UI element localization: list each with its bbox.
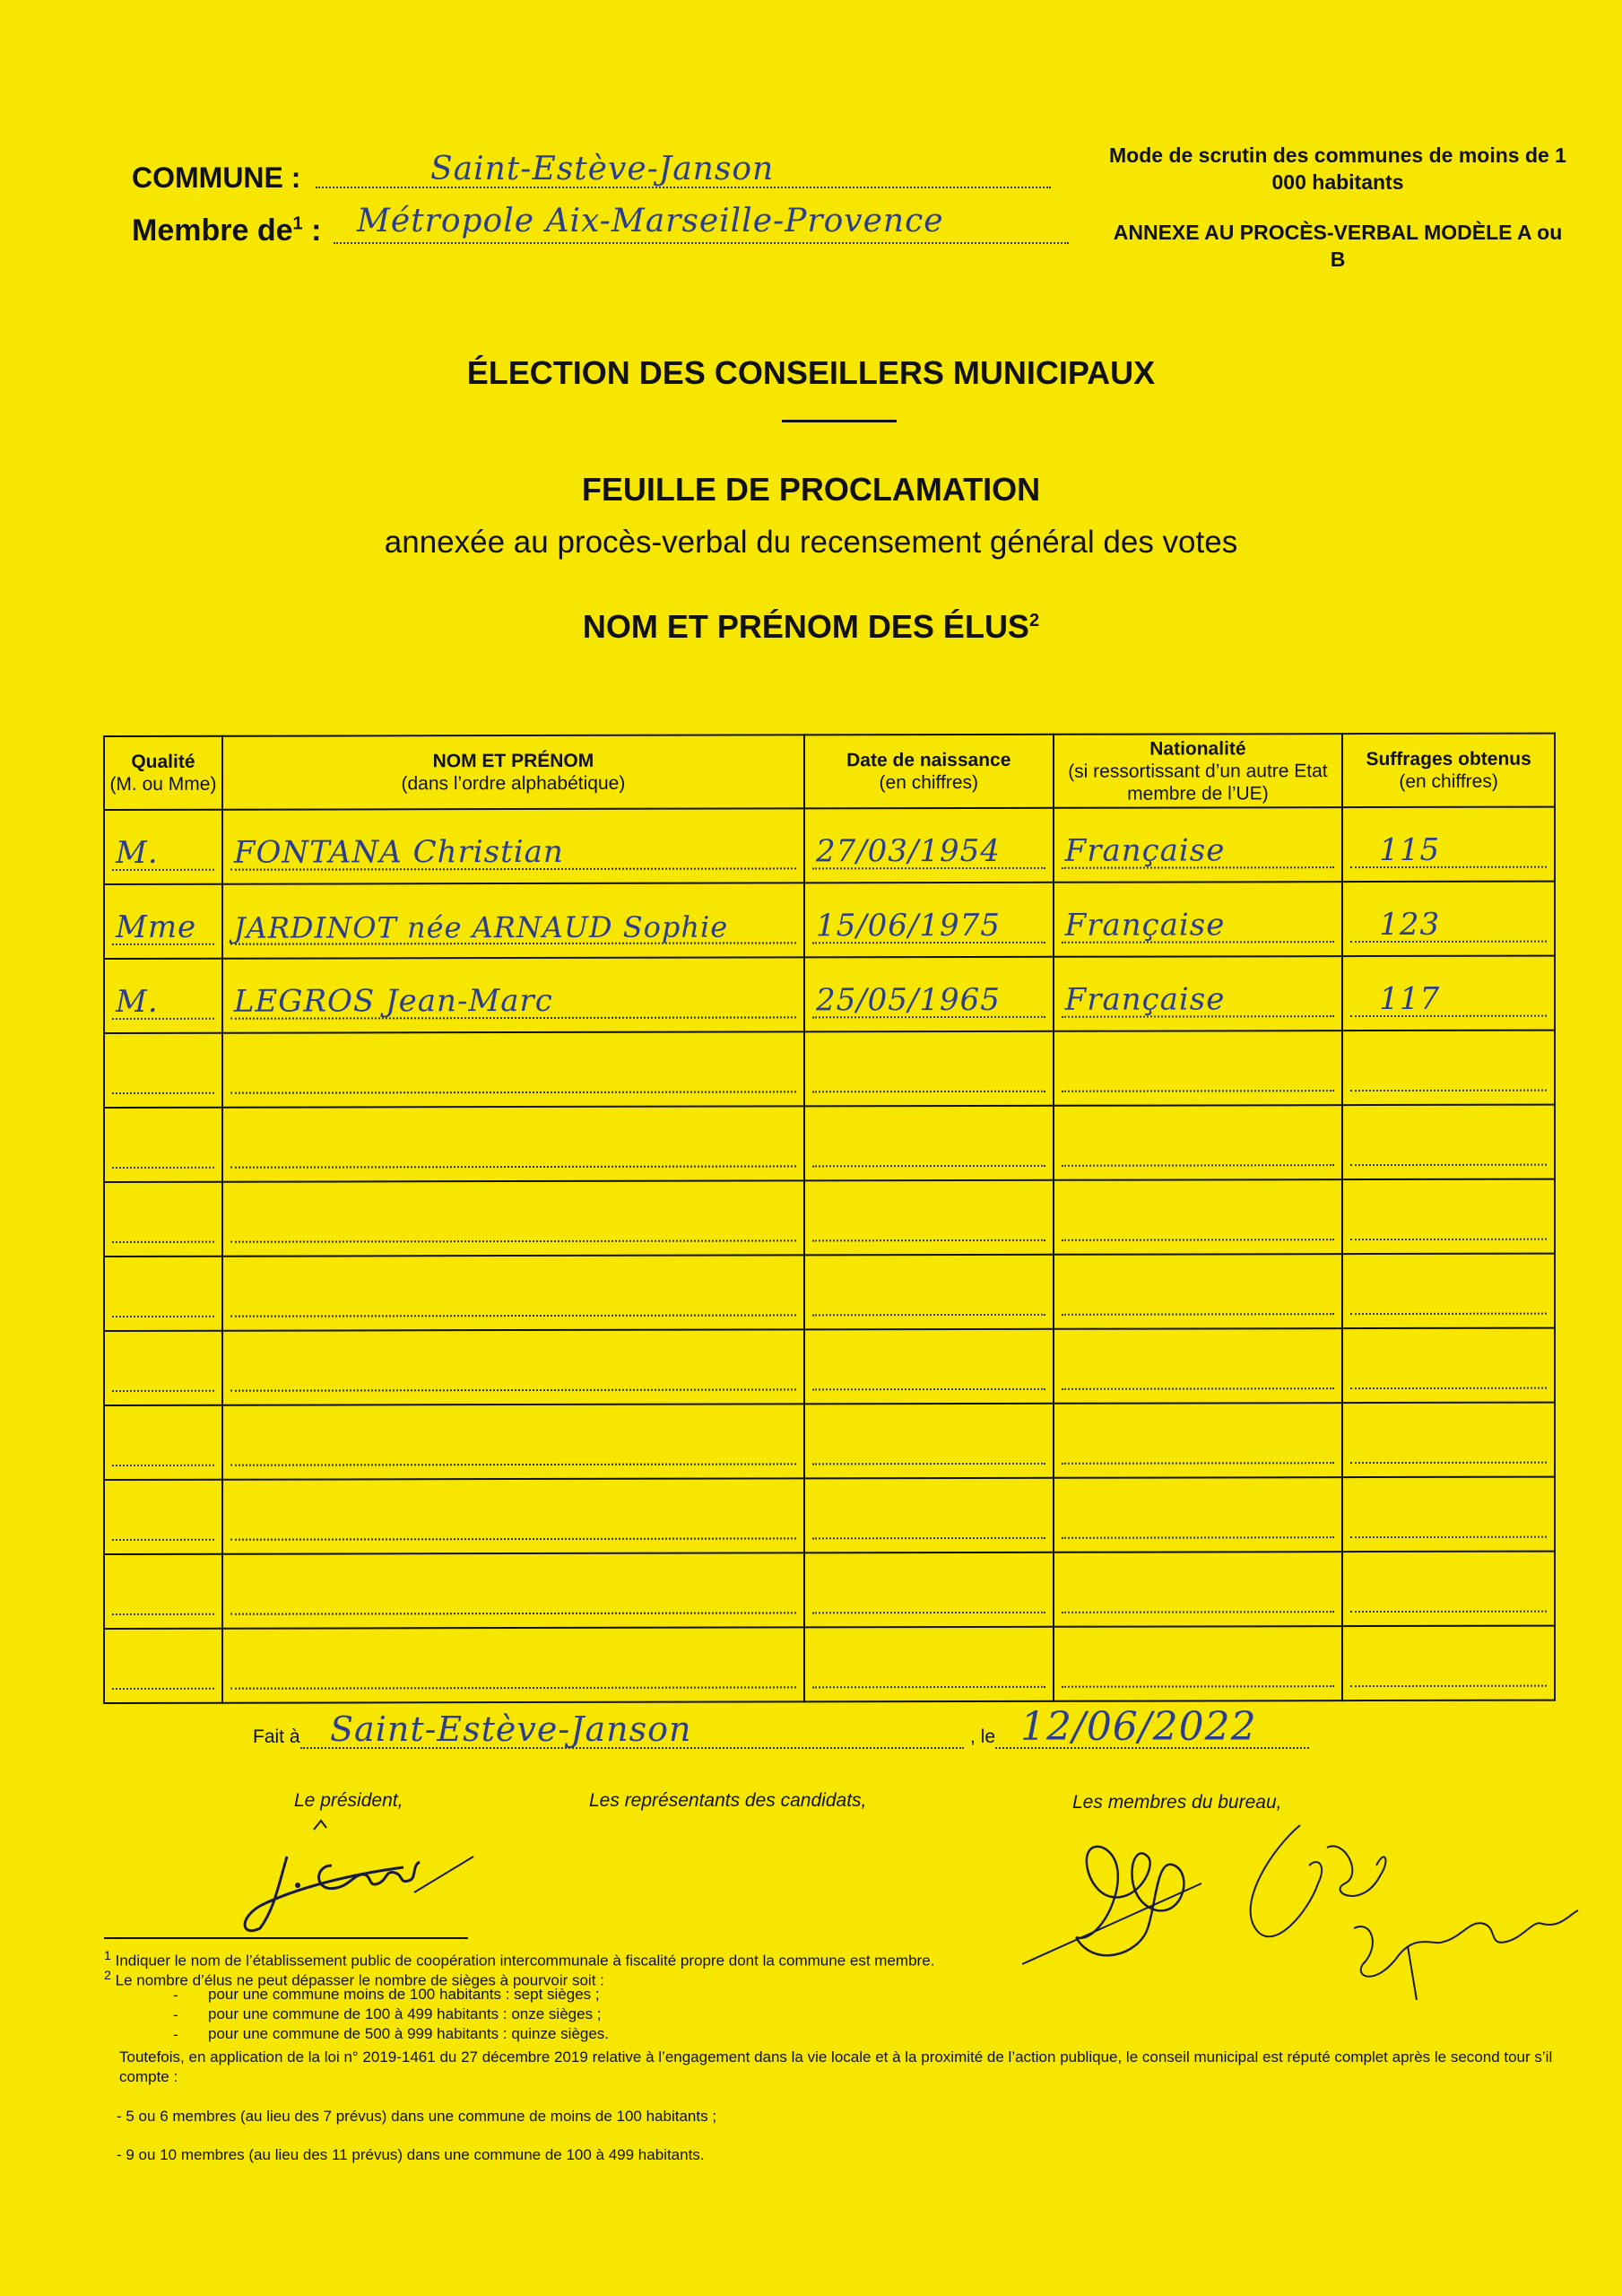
cell-qualite-value: Mme bbox=[116, 909, 197, 945]
table-row-empty bbox=[104, 1254, 1555, 1331]
cell-date-empty bbox=[804, 1552, 1054, 1628]
cell-suffrages-empty bbox=[1342, 1552, 1555, 1626]
table-row-empty bbox=[104, 1031, 1555, 1108]
table-row-empty bbox=[104, 1105, 1555, 1182]
footnote-2-text: Le nombre d’élus ne peut dépasser le nombre de sièges à pourvoir soit : bbox=[115, 1971, 604, 1989]
cell-date-empty bbox=[804, 1329, 1054, 1405]
cell-suffrages-empty bbox=[1342, 1031, 1555, 1105]
cell-nom-empty bbox=[222, 1031, 804, 1107]
membres-label: Les membres du bureau, bbox=[1072, 1792, 1282, 1813]
header-qualite-sub: (M. ou Mme) bbox=[109, 773, 217, 795]
elus-title-text: NOM ET PRÉNOM DES ÉLUS bbox=[582, 608, 1029, 645]
cell-qualite-empty bbox=[104, 1182, 222, 1257]
toutefois-text: Toutefois, en application de la loi n° 2019-1461 du 27 décembre 2019 relative à l’engagement dans la vie locale et à la proximité de l’action publique, le conseil municipal est réputé complet après le second tour s’il compte : bbox=[119, 2048, 1553, 2085]
cell-nationalite bbox=[1054, 807, 1343, 883]
cell-suffrages-empty bbox=[1342, 1179, 1555, 1254]
cell-nom-value: FONTANA Christian bbox=[233, 833, 564, 871]
cell-nom bbox=[222, 883, 804, 958]
membre-footnote-ref: 1 bbox=[292, 213, 303, 234]
cell-qualite-empty bbox=[104, 1405, 222, 1480]
cell-nationalite-empty bbox=[1054, 1403, 1343, 1478]
header-suff-sub: (en chiffres) bbox=[1399, 770, 1498, 792]
header-date-sub: (en chiffres) bbox=[879, 771, 979, 794]
cell-qualite bbox=[104, 810, 222, 884]
cell-qualite bbox=[104, 884, 222, 959]
cell-date bbox=[804, 957, 1054, 1032]
cell-nom bbox=[222, 957, 804, 1032]
membre-label-text: Membre de bbox=[132, 213, 293, 248]
cell-nom-empty bbox=[222, 1552, 804, 1628]
cell-suffrages-empty bbox=[1342, 1626, 1555, 1700]
list-item: pour une commune de 500 à 999 habitants : quinze sièges. bbox=[208, 2025, 610, 2042]
cell-nationalite-value: Française bbox=[1064, 907, 1226, 944]
header-date-title: Date de naissance bbox=[846, 749, 1011, 771]
cell-qualite-empty bbox=[104, 1629, 222, 1703]
cell-qualite bbox=[104, 959, 222, 1033]
cell-suffrages-value: 117 bbox=[1379, 980, 1441, 1018]
header-qualite-title: Qualité bbox=[131, 751, 195, 772]
president-label: Le président, bbox=[294, 1790, 403, 1811]
fait-a-label: Fait à bbox=[253, 1726, 300, 1747]
commune-label: COMMUNE : bbox=[132, 161, 301, 194]
cell-qualite-empty bbox=[104, 1108, 222, 1182]
cell-suffrages-value: 123 bbox=[1379, 906, 1441, 944]
cell-nationalite-empty bbox=[1054, 1477, 1343, 1552]
table-row-empty bbox=[104, 1626, 1555, 1703]
cell-nationalite bbox=[1054, 882, 1343, 957]
list-item: pour une commune moins de 100 habitants : sept sièges ; bbox=[208, 1986, 600, 2003]
table-row-empty bbox=[104, 1403, 1555, 1480]
table-row-empty bbox=[104, 1179, 1555, 1257]
cell-date-value: 15/06/1975 bbox=[815, 907, 1001, 944]
cell-nom-empty bbox=[222, 1180, 804, 1256]
membres-signatures bbox=[1022, 1812, 1596, 2000]
cell-date-empty bbox=[804, 1404, 1054, 1479]
footnote-1-text: Indiquer le nom de l’établissement public de coopération intercommunale à fiscalité propre dont la commune est membre. bbox=[115, 1952, 935, 1970]
table-row-empty bbox=[104, 1477, 1555, 1554]
cell-nationalite-empty bbox=[1054, 1328, 1343, 1404]
date-value: 12/06/2022 bbox=[1020, 1704, 1257, 1750]
cell-date-empty bbox=[804, 1627, 1054, 1702]
cell-date-empty bbox=[804, 1180, 1054, 1256]
cell-date-value: 27/03/1954 bbox=[815, 832, 1001, 870]
cell-date bbox=[804, 883, 1054, 958]
header-nationalite bbox=[1054, 734, 1343, 808]
le-label: , le bbox=[970, 1726, 996, 1747]
cell-nom-value: LEGROS Jean-Marc bbox=[233, 982, 553, 1020]
cell-nom-empty bbox=[222, 1329, 804, 1405]
membre-colon: : bbox=[302, 213, 322, 248]
cell-date bbox=[804, 808, 1054, 883]
elus-table bbox=[103, 733, 1556, 1704]
cell-nom bbox=[222, 808, 804, 883]
representants-label: Les représentants des candidats, bbox=[589, 1790, 867, 1811]
president-signature bbox=[224, 1803, 493, 1937]
cell-nom-value: JARDINOT née ARNAUD Sophie bbox=[233, 909, 729, 945]
cell-nom-empty bbox=[222, 1255, 804, 1330]
election-title: ÉLECTION DES CONSEILLERS MUNICIPAUX bbox=[466, 354, 1156, 391]
cell-nationalite-value: Française bbox=[1064, 832, 1226, 869]
cell-suffrages-empty bbox=[1342, 1328, 1555, 1403]
annexe-label: ANNEXE AU PROCÈS-VERBAL MODÈLE A ou B bbox=[1113, 221, 1563, 271]
complete-rule-9-10: - 9 ou 10 membres (au lieu des 11 prévus) dans une commune de 100 à 499 habitants. bbox=[117, 2146, 705, 2163]
header-nom bbox=[222, 735, 804, 809]
cell-date-empty bbox=[804, 1106, 1054, 1181]
footnote-1-ref: 1 bbox=[104, 1949, 111, 1963]
cell-suffrages-empty bbox=[1342, 1403, 1555, 1477]
fait-a-value: Saint-Estève-Janson bbox=[330, 1709, 692, 1749]
header-nat-sub: (si ressortissant d’un autre Etat membre de l’UE) bbox=[1068, 760, 1328, 804]
table-row-empty bbox=[104, 1552, 1555, 1629]
cell-suffrages bbox=[1342, 882, 1555, 956]
cell-nationalite-empty bbox=[1054, 1179, 1343, 1255]
list-dash: - bbox=[173, 1987, 178, 2004]
cell-nationalite-empty bbox=[1054, 1105, 1343, 1180]
table-row bbox=[104, 882, 1555, 959]
elus-footnote-ref: 2 bbox=[1028, 611, 1040, 631]
cell-qualite-empty bbox=[104, 1257, 222, 1331]
cell-qualite-empty bbox=[104, 1480, 222, 1554]
membre-value: Métropole Aix-Marseille-Provence bbox=[357, 203, 944, 239]
cell-qualite-empty bbox=[104, 1554, 222, 1629]
cell-suffrages-empty bbox=[1342, 1105, 1555, 1179]
cell-qualite-value: M. bbox=[116, 983, 159, 1020]
signature-rule bbox=[104, 1937, 468, 1939]
cell-date-empty bbox=[804, 1255, 1054, 1330]
cell-qualite-empty bbox=[104, 1331, 222, 1405]
cell-nationalite-empty bbox=[1054, 1254, 1343, 1329]
elus-title bbox=[0, 608, 1622, 646]
table-row bbox=[104, 956, 1555, 1033]
table-row bbox=[104, 807, 1555, 884]
cell-nom-empty bbox=[222, 1478, 804, 1553]
feuille-subtitle: annexée au procès-verbal du recensement général des votes bbox=[384, 525, 1238, 560]
title-divider bbox=[782, 420, 897, 422]
list-dash: - bbox=[173, 2006, 178, 2023]
list-dash: - bbox=[173, 2026, 178, 2043]
commune-value: Saint-Estève-Janson bbox=[430, 151, 775, 187]
cell-nationalite-empty bbox=[1054, 1031, 1343, 1106]
cell-nom-empty bbox=[222, 1106, 804, 1181]
header-nat-title: Nationalité bbox=[1149, 737, 1246, 760]
mode-scrutin: Mode de scrutin des communes de moins de 1 000 habitants bbox=[1109, 144, 1566, 194]
complete-rule-5-6: - 5 ou 6 membres (au lieu des 7 prévus) dans une commune de moins de 100 habitants ; bbox=[117, 2108, 717, 2125]
table-body bbox=[104, 807, 1555, 1703]
cell-nom-empty bbox=[222, 1404, 804, 1479]
cell-suffrages-empty bbox=[1342, 1477, 1555, 1552]
cell-date-value: 25/05/1965 bbox=[815, 981, 1001, 1019]
cell-date-empty bbox=[804, 1478, 1054, 1553]
header-qualite bbox=[104, 736, 222, 810]
membre-label bbox=[132, 213, 321, 248]
footnote-2-ref: 2 bbox=[104, 1969, 111, 1983]
cell-nationalite-value: Française bbox=[1064, 981, 1226, 1018]
header-nom-sub: (dans l’ordre alphabétique) bbox=[401, 772, 626, 795]
feuille-title: FEUILLE DE PROCLAMATION bbox=[581, 471, 1041, 508]
header-nom-title: NOM ET PRÉNOM bbox=[432, 750, 594, 772]
header-suffrages bbox=[1342, 734, 1555, 807]
header-suff-title: Suffrages obtenus bbox=[1366, 748, 1531, 770]
cell-nationalite-empty bbox=[1054, 1552, 1343, 1627]
list-item: pour une commune de 100 à 499 habitants : onze sièges ; bbox=[208, 2005, 602, 2022]
table-row-empty bbox=[104, 1328, 1555, 1405]
cell-qualite-empty bbox=[104, 1033, 222, 1108]
cell-suffrages bbox=[1342, 807, 1555, 882]
cell-date-empty bbox=[804, 1031, 1054, 1107]
cell-qualite-value: M. bbox=[116, 834, 159, 871]
cell-nationalite bbox=[1054, 956, 1343, 1031]
header-date bbox=[804, 735, 1054, 809]
table-header-row bbox=[104, 734, 1555, 810]
cell-nom-empty bbox=[222, 1627, 804, 1702]
cell-suffrages-empty bbox=[1342, 1254, 1555, 1328]
cell-suffrages bbox=[1342, 956, 1555, 1031]
cell-nationalite-empty bbox=[1054, 1626, 1343, 1701]
cell-suffrages-value: 115 bbox=[1379, 831, 1441, 869]
